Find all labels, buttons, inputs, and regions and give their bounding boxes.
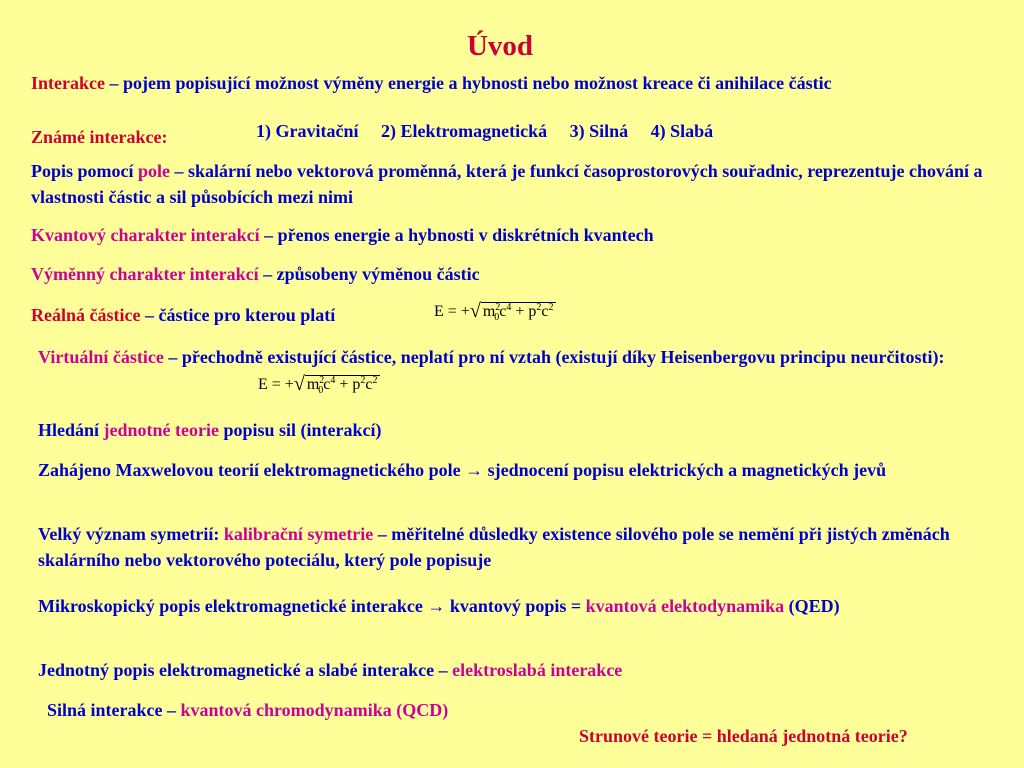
interakce-text: – pojem popisující možnost výměny energie a hybnosti nebo možnost kreace či anihilace částic [104, 73, 832, 93]
formula-real [434, 300, 556, 323]
formula-m: m [482, 303, 496, 320]
virtualni-term: Virtuální částice [38, 347, 164, 367]
formula-p: p [352, 376, 361, 393]
formula-sub: 0 [318, 385, 324, 396]
symetrie-pre: Velký význam symetrií: [38, 524, 224, 544]
formula-exp2b: 2 [360, 375, 366, 386]
formula-exp2c: 2 [372, 375, 378, 386]
virtualni-castice [38, 344, 988, 370]
formula-sub: 0 [494, 312, 500, 323]
qcd-pre: Silná interakce – [47, 700, 181, 720]
formula-exp: 2 [495, 302, 501, 313]
formula-c: c [323, 376, 331, 393]
formula-c2: c [365, 376, 373, 393]
interakce-term: Interakce [31, 73, 105, 93]
pole-definition [31, 158, 1016, 210]
realna-term: Reálná částice [31, 305, 141, 325]
formula-sqrt: √ m 2 0 c 4 + p 2 c 2 [293, 373, 378, 396]
symetrie-paragraph [38, 521, 1008, 573]
maxwell-paragraph: Zahájeno Maxwelovou teorií elektromagnetického pole → sjednocení popisu elektrických a magnetických jevů [38, 460, 887, 480]
pole-text: – skalární nebo vektorová proměnná, která je funkcí časoprostorových souřadnic, reprezentuje chování a vlastnosti částic a sil působících mezi nimi [31, 161, 983, 207]
formula-sqrt: √ m 2 0 c 4 + p 2 c 2 [469, 300, 554, 323]
formula-c: c [499, 303, 507, 320]
formula-plus: + [511, 303, 529, 320]
formula-exp2c: 2 [548, 302, 554, 313]
vymena-term: Výměnný charakter interakcí [31, 264, 259, 284]
formula-p: p [528, 303, 537, 320]
symetrie-post: – měřitelné důsledky existence silového pole se nemění při jistých změnách skalárního nebo vektorového poteciálu, který pole popisuje [38, 524, 950, 570]
formula-exp4: 4 [506, 302, 512, 313]
qed-paragraph [38, 593, 1013, 619]
kvant-term: Kvantový charakter interakcí [31, 225, 260, 245]
interakce-definition [31, 70, 1001, 96]
page-title: Úvod [466, 30, 534, 62]
known-interactions-list: 1) Gravitační 2) Elektromagnetická 3) Silná 4) Slabá [256, 121, 714, 141]
realna-castice [31, 302, 335, 328]
vymenny-charakter [31, 261, 480, 287]
hledani-pre: Hledání [38, 420, 104, 440]
formula-exp4: 4 [330, 375, 336, 386]
formula-exp: 2 [319, 375, 325, 386]
hledani-term: jednotné teorie [103, 420, 219, 440]
known-interactions-label: Známé interakce: [31, 127, 168, 147]
realna-text: – částice pro kterou platí [140, 305, 336, 325]
formula-virtual [258, 373, 380, 396]
formula-m: m [306, 376, 320, 393]
formula-exp2b: 2 [536, 302, 542, 313]
qcd-paragraph [47, 697, 448, 723]
elektroslaba-pre: Jednotný popis elektromagnetické a slabé interakce – [38, 660, 453, 680]
qed-pre: Mikroskopický popis elektromagnetické interakce → kvantový popis = [38, 596, 586, 616]
qcd-term: kvantová chromodynamika (QCD) [180, 700, 449, 720]
qed-post: (QED) [784, 596, 840, 616]
pole-pre: Popis pomocí [31, 161, 139, 181]
formula-c2: c [541, 303, 549, 320]
kvant-text: – přenos energie a hybnosti v diskrétních kvantech [259, 225, 654, 245]
vymena-text: – způsobeny výměnou částic [258, 264, 480, 284]
virtualni-text: – přechodně existující částice, neplatí pro ní vztah (existují díky Heisenbergovu principu neurčitosti): [163, 347, 945, 367]
formula-lhs: E = + [434, 302, 470, 320]
elektroslaba-term: elektroslabá interakce [452, 660, 623, 680]
hledani-jednotne-teorie [38, 417, 382, 443]
hledani-post: popisu sil (interakcí) [218, 420, 382, 440]
formula-plus: + [335, 376, 353, 393]
pole-term: pole [138, 161, 171, 181]
symetrie-term: kalibrační symetrie [223, 524, 374, 544]
kvantovy-charakter [31, 222, 654, 248]
strunove-teorie: Strunové teorie = hledaná jednotná teorie? [579, 726, 908, 746]
qed-term: kvantová elektodynamika [585, 596, 785, 616]
formula-lhs: E = + [258, 375, 294, 393]
elektroslaba-paragraph [38, 657, 622, 683]
